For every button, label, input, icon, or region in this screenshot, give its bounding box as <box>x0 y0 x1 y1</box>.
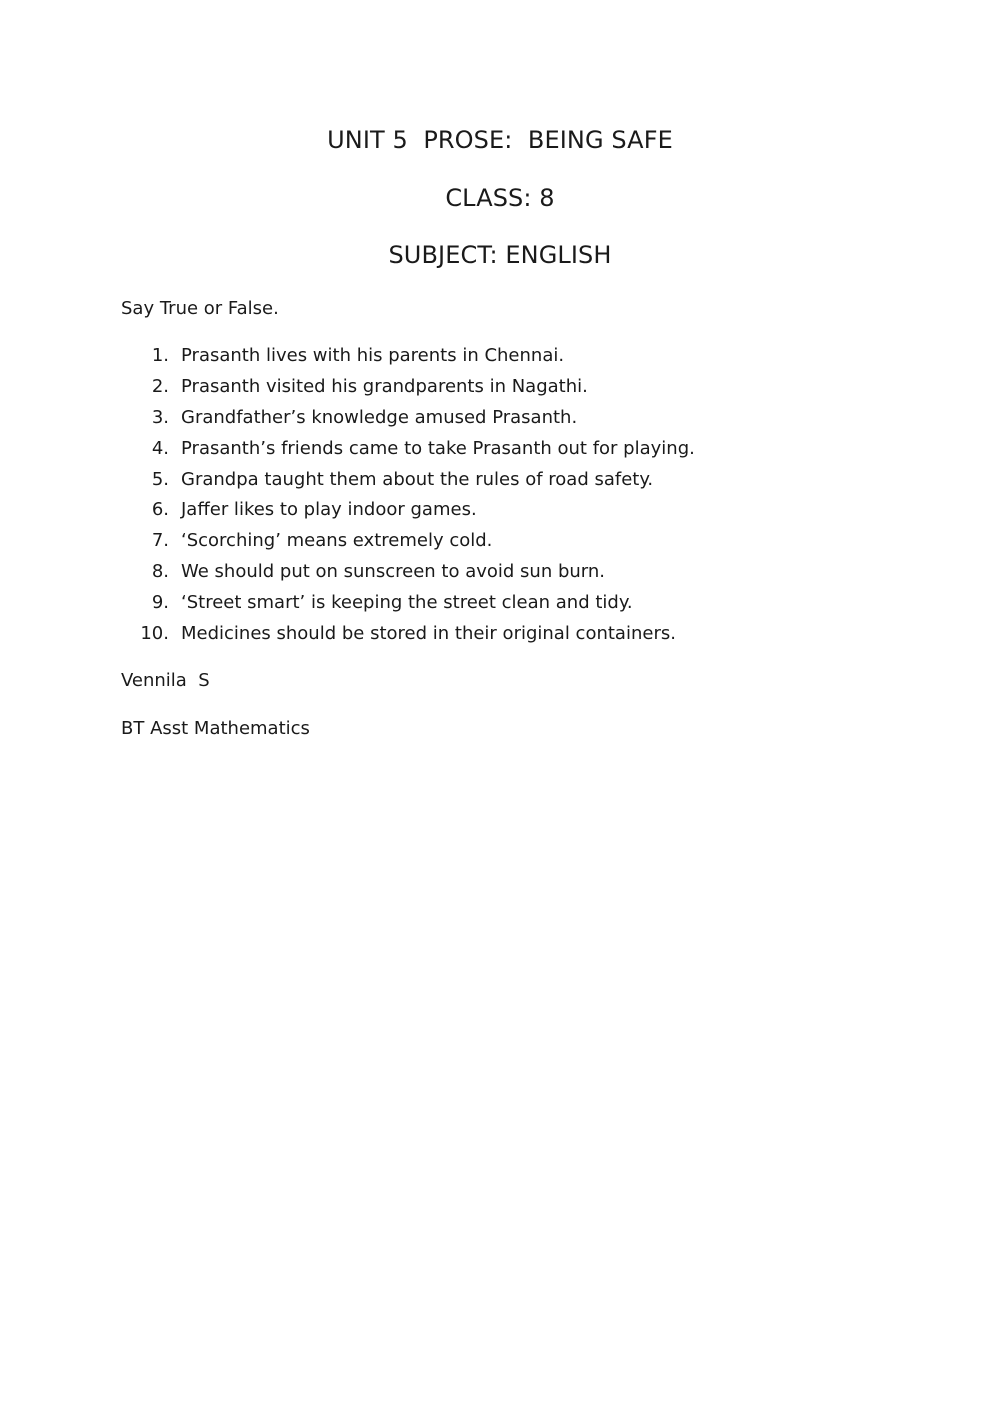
list-item <box>121 591 633 622</box>
question-text: Grandfather’s knowledge amused Prasanth. <box>181 406 578 428</box>
class-line: CLASS: 8 <box>445 184 555 212</box>
question-number: 2. <box>151 375 169 397</box>
question-number: 9. <box>151 592 169 614</box>
list-item <box>121 468 654 499</box>
question-number: 5. <box>151 468 169 490</box>
question-text: We should put on sunscreen to avoid sun burn. <box>181 561 606 583</box>
author-designation: BT Asst Mathematics <box>121 718 310 739</box>
question-number: 7. <box>151 530 169 552</box>
question-number: 3. <box>151 406 169 428</box>
list-item <box>121 406 578 437</box>
question-text: ‘Street smart’ is keeping the street clean and tidy. <box>181 592 633 614</box>
question-number: 4. <box>151 437 169 459</box>
question-list <box>121 344 695 653</box>
question-number: 8. <box>151 561 169 583</box>
list-item <box>121 375 588 406</box>
question-number: 1. <box>151 345 169 366</box>
list-item <box>121 560 606 591</box>
question-number: 10. <box>140 623 169 645</box>
question-number: 6. <box>151 499 169 521</box>
list-item <box>121 529 493 560</box>
question-text: Prasanth’s friends came to take Prasanth out for playing. <box>181 437 695 459</box>
question-text: Grandpa taught them about the rules of road safety. <box>181 468 654 490</box>
question-text: ‘Scorching’ means extremely cold. <box>181 530 493 552</box>
list-item <box>121 437 695 468</box>
instruction-text: Say True or False. <box>121 298 279 319</box>
question-text: Medicines should be stored in their original containers. <box>181 623 676 645</box>
question-text: Prasanth lives with his parents in Chennai. <box>181 345 565 366</box>
question-text: Jaffer likes to play indoor games. <box>181 499 477 521</box>
list-item <box>121 344 565 375</box>
list-item <box>121 622 676 653</box>
subject-line: SUBJECT: ENGLISH <box>388 241 612 269</box>
list-item <box>121 498 477 529</box>
author-name: Vennila S <box>121 670 210 691</box>
question-text: Prasanth visited his grandparents in Nagathi. <box>181 375 588 397</box>
unit-title: UNIT 5 PROSE: BEING SAFE <box>327 126 673 154</box>
